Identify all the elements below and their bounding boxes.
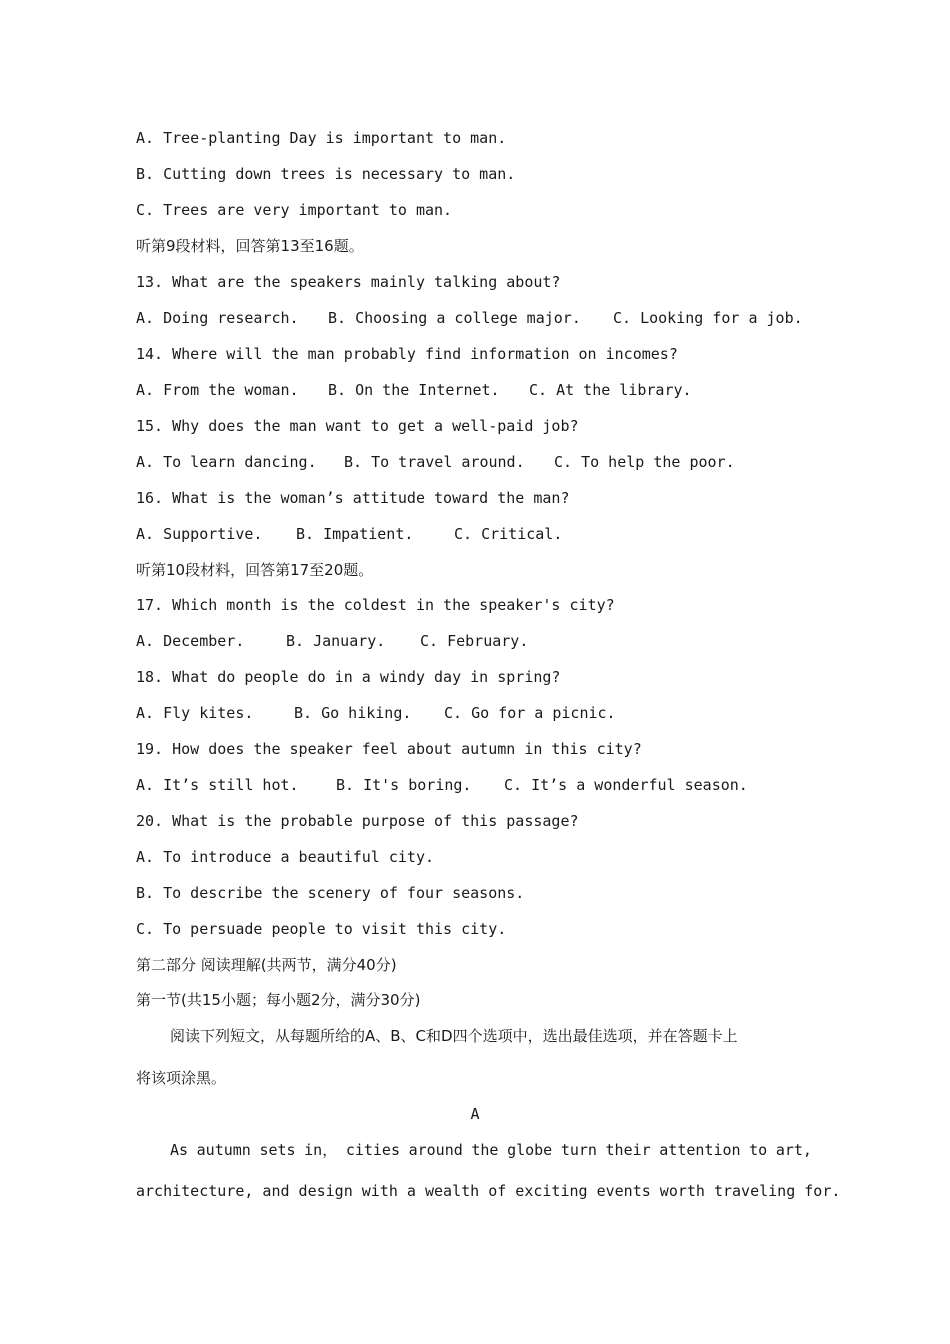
q19-stem: 19. How does the speaker feel about autumn in this city? — [136, 740, 642, 758]
q20-option-a: A. To introduce a beautiful city. — [136, 848, 435, 866]
word: globe — [507, 1141, 553, 1159]
q18-option-c: C. Go for a picnic. — [444, 704, 616, 722]
q12-option-a: A. Tree-planting Day is important to man. — [136, 129, 507, 147]
passage-line-2: architecture, and design with a wealth of exciting events worth traveling for. — [136, 1182, 841, 1200]
q17-stem: 17. Which month is the coldest in the speaker's city? — [136, 596, 615, 614]
word: in， — [304, 1141, 338, 1159]
word: their — [605, 1141, 651, 1159]
q17-option-c: C. February. — [420, 632, 529, 650]
q14-option-b: B. On the Internet. — [328, 381, 500, 399]
passage-line-1 — [170, 1140, 812, 1160]
section-10-heading: 听第10段材料，回答第17至20题。 — [136, 561, 374, 579]
q16-options — [136, 524, 562, 544]
q16-option-a: A. Supportive. — [136, 525, 263, 543]
q19-option-c: C. It’s a wonderful season. — [504, 776, 748, 794]
q13-option-b: B. Choosing a college major. — [328, 309, 581, 327]
word: attention — [659, 1141, 741, 1159]
q13-stem: 13. What are the speakers mainly talking about? — [136, 273, 561, 291]
word: cities — [345, 1141, 400, 1159]
q20-stem: 20. What is the probable purpose of this passage? — [136, 812, 579, 830]
word: to — [749, 1141, 768, 1159]
instructions-line-1: 阅读下列短文，从每题所给的A、B、C和D四个选项中，选出最佳选项，并在答题卡上 — [170, 1027, 738, 1045]
q19-option-b: B. It's boring. — [336, 776, 472, 794]
q15-option-b: B. To travel around. — [344, 453, 525, 471]
q20-option-b: B. To describe the scenery of four seasons. — [136, 884, 525, 902]
q18-option-b: B. Go hiking. — [294, 704, 412, 722]
q17-option-b: B. January. — [286, 632, 386, 650]
word: sets — [259, 1141, 296, 1159]
q15-option-a: A. To learn dancing. — [136, 453, 317, 471]
instructions-line-2: 将该项涂黑。 — [136, 1069, 227, 1087]
part-2-heading: 第二部分 阅读理解(共两节，满分40分) — [136, 956, 397, 974]
q18-options — [136, 703, 616, 723]
q18-stem: 18. What do people do in a windy day in spring? — [136, 668, 561, 686]
q14-option-a: A. From the woman. — [136, 381, 299, 399]
word: turn — [560, 1141, 597, 1159]
word: around — [408, 1141, 463, 1159]
q15-stem: 15. Why does the man want to get a well-paid job? — [136, 417, 579, 435]
q18-option-a: A. Fly kites. — [136, 704, 254, 722]
q13-option-a: A. Doing research. — [136, 309, 299, 327]
section-1-heading: 第一节(共15小题；每小题2分，满分30分) — [136, 991, 421, 1009]
word: the — [471, 1141, 499, 1159]
q14-option-c: C. At the library. — [529, 381, 692, 399]
word: autumn — [196, 1141, 251, 1159]
q19-option-a: A. It’s still hot. — [136, 776, 299, 794]
q14-options — [136, 380, 692, 400]
q15-options — [136, 452, 735, 472]
q17-option-a: A. December. — [136, 632, 245, 650]
q12-option-c: C. Trees are very important to man. — [136, 201, 453, 219]
section-9-heading: 听第9段材料，回答第13至16题。 — [136, 237, 364, 255]
q20-option-c: C. To persuade people to visit this city. — [136, 920, 507, 938]
q12-option-b: B. Cutting down trees is necessary to man. — [136, 165, 516, 183]
q17-options — [136, 631, 528, 651]
q16-stem: 16. What is the woman’s attitude toward the man? — [136, 489, 570, 507]
q16-option-c: C. Critical. — [454, 525, 563, 543]
q13-option-c: C. Looking for a job. — [613, 309, 803, 327]
q15-option-c: C. To help the poor. — [554, 453, 735, 471]
q13-options — [136, 308, 803, 328]
passage-letter: A — [470, 1105, 480, 1123]
q19-options — [136, 775, 748, 795]
q14-stem: 14. Where will the man probably find information on incomes? — [136, 345, 678, 363]
word: art, — [775, 1141, 812, 1159]
word: As — [170, 1141, 189, 1159]
q16-option-b: B. Impatient. — [296, 525, 414, 543]
